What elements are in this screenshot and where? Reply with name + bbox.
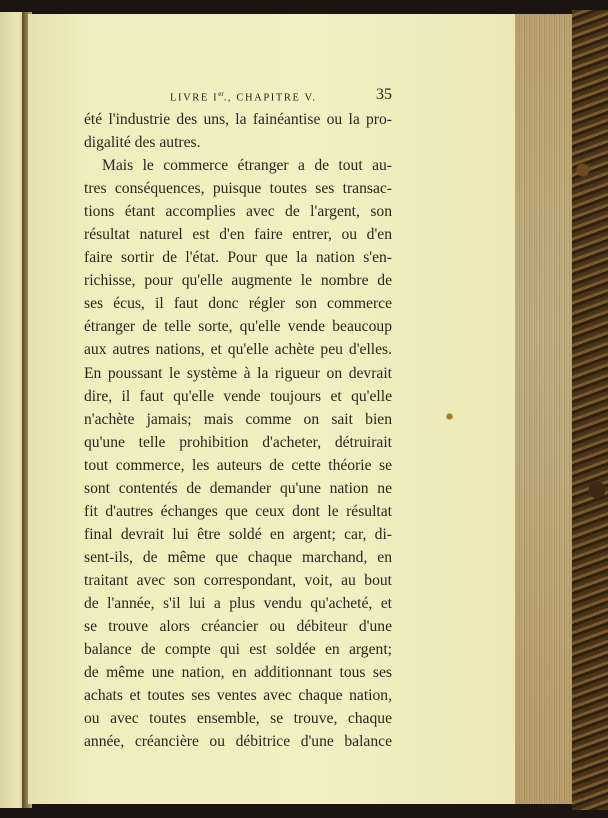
text-line: de l'année, s'il lui a plus vendu qu'acheté, et (84, 594, 392, 612)
running-head-superscript: er (218, 90, 224, 98)
text-line: résultat naturel est d'en faire entrer, ou d'en (84, 226, 392, 244)
text-line: étranger de telle sorte, qu'elle vende beaucoup (84, 318, 392, 336)
text-line: de même une nation, en additionnant tous ses (84, 664, 392, 682)
text-line: achats et toutes ses ventes avec chaque nation, (84, 687, 392, 705)
text-line: année, créancière ou débitrice d'une balance (84, 733, 392, 751)
running-head-chapter: ., CHAPITRE V. (223, 92, 317, 104)
text-line: final devrait lui être soldé en argent; car, di- (84, 525, 392, 543)
text-line: balance de compte qui est soldée en argent; (84, 641, 392, 659)
text-line: n'achète jamais; mais comme on sait bien (84, 410, 392, 428)
text-line: tions étant accomplies avec de l'argent, son (84, 203, 392, 221)
text-line: traitant avec son correspondant, voit, au bout (84, 571, 392, 589)
text-line: qu'une telle prohibition d'acheter, détruirait (84, 433, 392, 451)
text-line: se trouve alors créancier ou débiteur d'une (84, 618, 392, 636)
text-line: été l'industrie des uns, la fainéantise ou la pro- (84, 111, 392, 128)
text-line: digalité des autres. (84, 134, 201, 152)
text-line: fit d'autres échanges que ceux dont le résultat (84, 502, 392, 520)
foxing-spot (446, 413, 453, 420)
page-header (0, 86, 608, 108)
body-text (84, 108, 392, 753)
text-line: ses écus, il faut donc régler son commerce (84, 295, 392, 313)
text-line: tout commerce, les auteurs de cette théorie se (84, 456, 392, 474)
text-line: tres conséquences, puisque toutes ses transac- (84, 180, 392, 198)
marbled-cover (572, 10, 608, 810)
text-line: Mais le commerce étranger a de tout au- (102, 157, 392, 175)
text-line: ou avec toutes ensemble, se trouve, chaque (84, 710, 392, 728)
running-head-book: LIVRE I (170, 92, 219, 104)
text-line: sont contentés de demander qu'une nation ne (84, 479, 392, 497)
text-line: sent-ils, de même que chaque marchand, en (84, 548, 392, 566)
text-line: En poussant le système à la rigueur on devrait (84, 364, 392, 382)
text-line: faire sortir de l'état. Pour que la nation s'en- (84, 249, 392, 267)
page-number: 35 (376, 86, 392, 103)
text-line: richisse, pour qu'elle augmente le nombre de (84, 272, 392, 290)
text-line: dire, il faut qu'elle vende toujours et qu'elle (84, 387, 392, 405)
text-line: aux autres nations, et qu'elle achète peu d'elles. (84, 341, 392, 359)
running-head (170, 90, 370, 104)
page-edges (515, 14, 575, 804)
